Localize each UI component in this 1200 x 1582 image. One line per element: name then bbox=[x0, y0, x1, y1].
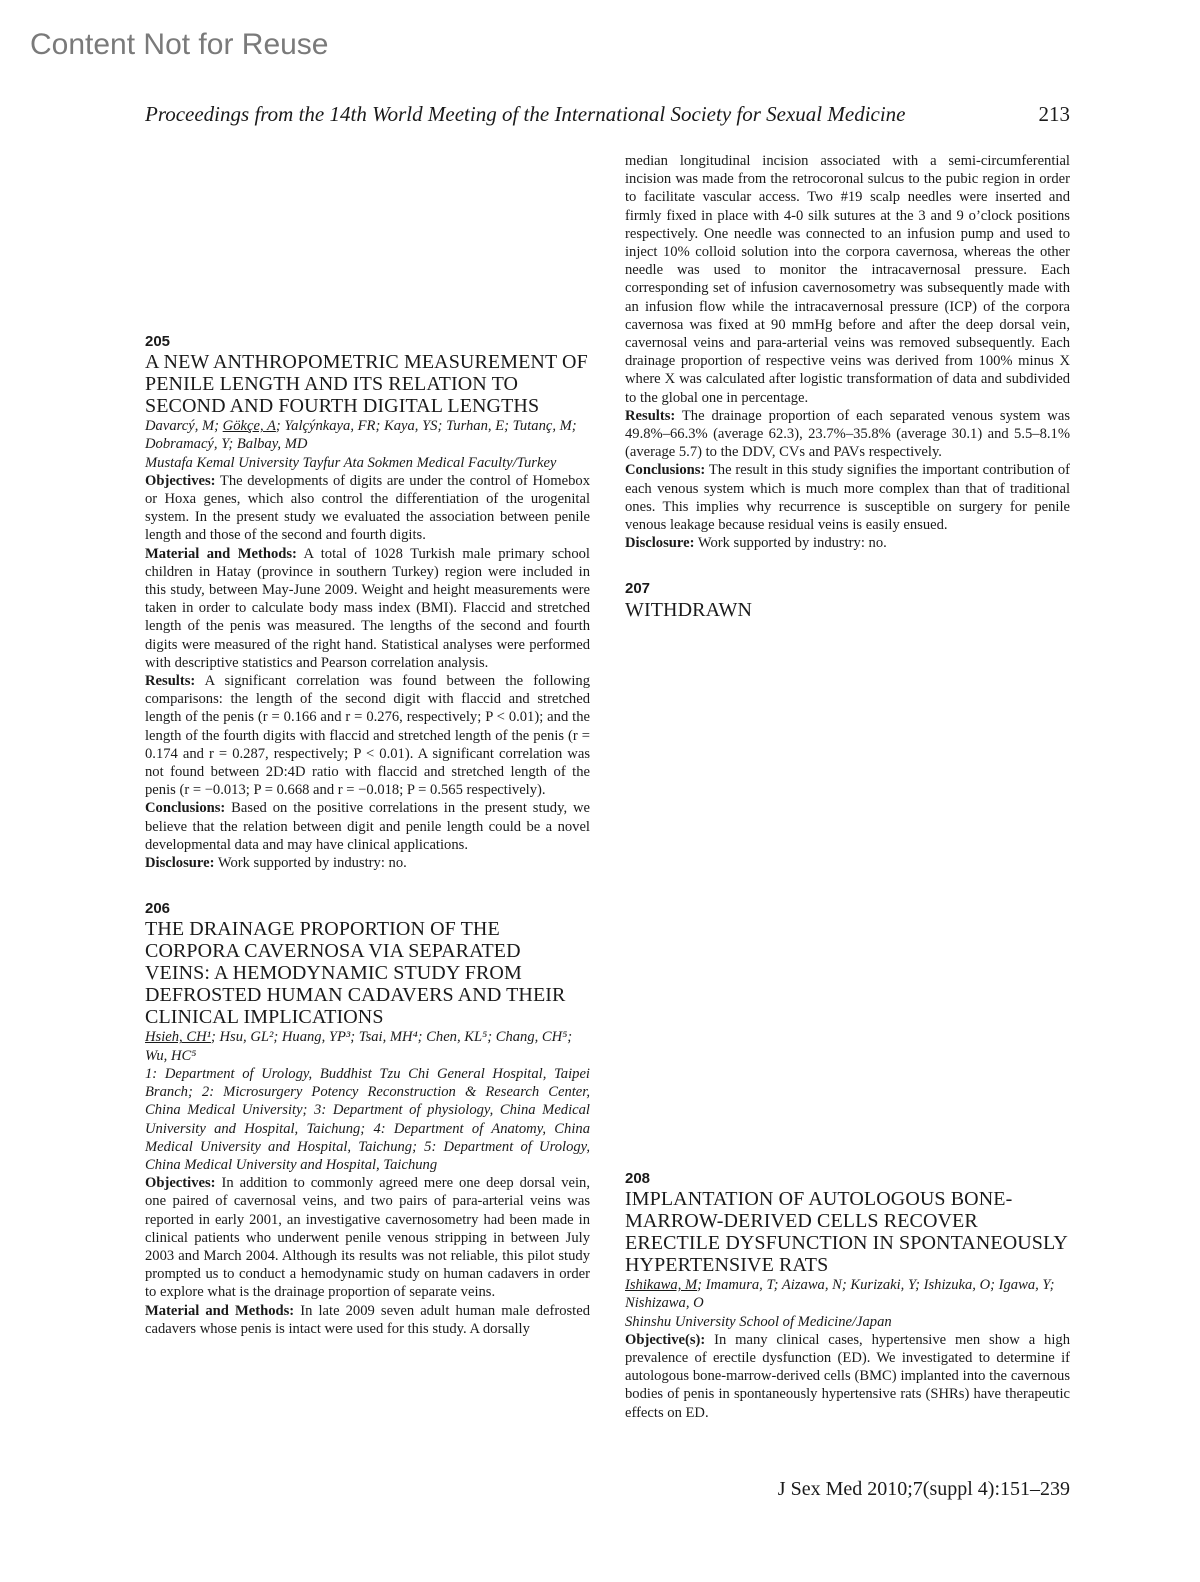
abstract-title-207: WITHDRAWN bbox=[625, 598, 753, 621]
section-text: In many clinical cases, hypertensive men show a high prevalence of erectile dysfunction (ED). We investigated to determine if autologous bone-marrow-derived cells (BMC) implanted into the cavernous bodies of penis in spontaneously hypertensive rats (SHRs) have therapeutic effects on ED. bbox=[625, 1331, 1070, 1421]
author-text: ; Hsu, GL²; Huang, YP³; Tsai, MH⁴; Chen, KL⁵; Chang, CH⁵; Wu, HC⁵ bbox=[145, 1029, 573, 1064]
authors-205 bbox=[145, 417, 590, 453]
section-label: Objectives: bbox=[145, 1175, 216, 1192]
section-label: Objectives: bbox=[145, 472, 216, 489]
methods-205 bbox=[145, 545, 590, 672]
section-label: Disclosure: bbox=[145, 855, 215, 872]
affiliation-208: Shinshu University School of Medicine/Japan bbox=[625, 1313, 892, 1330]
left-column bbox=[145, 333, 590, 1338]
abstract-title-206: THE DRAINAGE PROPORTION OF THE CORPORA CAVERNOSA VIA SEPARATED VEINS: A HEMODYNAMIC STUDY FROM DEFROSTED HUMAN CADAVERS AND THEIR CLINICAL IMPLICATIONS bbox=[145, 918, 566, 1029]
affiliation-205: Mustafa Kemal University Tayfur Ata Sokmen Medical Faculty/Turkey bbox=[145, 454, 557, 471]
section-text: Work supported by industry: no. bbox=[694, 535, 887, 552]
conclusions-205 bbox=[145, 799, 590, 854]
authors-206 bbox=[145, 1028, 590, 1064]
page-number: 213 bbox=[1038, 102, 1070, 126]
author-text: ; Imamura, T; Aizawa, N; Kurizaki, Y; Ishizuka, O; Igawa, Y; Nishizawa, O bbox=[625, 1277, 1055, 1312]
section-text: In late 2009 seven adult human male defrosted cadavers whose penis is intact were used for this study. A dorsally bbox=[145, 1302, 590, 1337]
authors-208 bbox=[625, 1276, 1070, 1312]
objectives-206 bbox=[145, 1174, 590, 1301]
abstract-number-206: 206 bbox=[145, 900, 171, 918]
section-text: The developments of digits are under the control of Homebox or Hoxa genes, which also control the differentiation of the urogenital system. In the present study we evaluated the association between penile length and those of the second and fourth digits. bbox=[145, 472, 590, 544]
presenting-author: Gökçe, A bbox=[222, 418, 276, 435]
results-206 bbox=[625, 407, 1070, 462]
abstract-title-205: A NEW ANTHROPOMETRIC MEASUREMENT OF PENILE LENGTH AND ITS RELATION TO SECOND AND FOURTH DIGITAL LENGTHS bbox=[145, 351, 588, 418]
presenting-author: Ishikawa, M bbox=[625, 1277, 698, 1294]
objectives-208 bbox=[625, 1331, 1070, 1422]
section-label: Objective(s): bbox=[625, 1331, 706, 1348]
disclosure-205 bbox=[145, 854, 590, 872]
right-column bbox=[625, 152, 1070, 621]
right-column-bottom bbox=[625, 1170, 1070, 1422]
affiliation-206: 1: Department of Urology, Buddhist Tzu Chi General Hospital, Taipei Branch; 2: Microsurgery Potency Reconstruction & Research Center, China Medical University; 3: Department of physiology, China Medical University and Hospital, Taichung; 4: Department of Anatomy, China Medical University and Hospital, Taichung; 5: Department of Urology, China Medical University and Hospital, Taichung bbox=[145, 1065, 590, 1173]
section-text: Work supported by industry: no. bbox=[214, 855, 407, 872]
abstract-number-207: 207 bbox=[625, 580, 651, 598]
watermark: Content Not for Reuse bbox=[30, 28, 329, 61]
section-label: Material and Methods: bbox=[145, 1302, 295, 1319]
conclusions-206 bbox=[625, 461, 1070, 534]
objectives-205 bbox=[145, 472, 590, 545]
author-text: ; Yalçýnkaya, FR; Kaya, YS; Turhan, E; Tutanç, M; Dobramacý, Y; Balbay, MD bbox=[145, 418, 577, 453]
presenting-author: Hsieh, CH¹ bbox=[145, 1029, 211, 1046]
section-label: Results: bbox=[625, 407, 676, 424]
section-text: In addition to commonly agreed mere one deep dorsal vein, one paired of cavernosal veins, and two pairs of para-arterial veins was reported in early 2001, an investigative cavernosometry had been made in clinical patients who underwent penile venous stripping in between July 2003 and March 2004. Although its results was not reliable, this pilot study prompted us to conduct a hemodynamic study on human cadavers in order to explore what is the drainage proportion of separate veins. bbox=[145, 1175, 590, 1301]
abstract-number-205: 205 bbox=[145, 333, 171, 350]
journal-citation: J Sex Med 2010;7(suppl 4):151–239 bbox=[777, 1478, 1070, 1500]
methods-206 bbox=[145, 1302, 590, 1338]
section-label: Results: bbox=[145, 673, 196, 690]
abstract-number-208: 208 bbox=[625, 1170, 651, 1187]
section-text: The drainage proportion of each separated venous system was 49.8%–66.3% (average 62.3), 23.7%–35.8% (average 30.1) and 5.5–8.1% (average 5.7) to the DDV, CVs and PAVs respectively. bbox=[625, 407, 1070, 461]
section-label: Disclosure: bbox=[625, 535, 695, 552]
section-label: Material and Methods: bbox=[145, 545, 297, 562]
section-label: Conclusions: bbox=[625, 462, 706, 479]
running-head: Proceedings from the 14th World Meeting of the International Society for Sexual Medicine bbox=[145, 102, 906, 126]
section-text: A total of 1028 Turkish male primary school children in Hatay (province in southern Turkey) region were included in this study, between May-June 2009. Weight and height measurements were taken in order to calculate body mass index (BMI). Flaccid and stretched length of the penis was measured. The lengths of the second and fourth digits were measured of the right hand. Statistical analyses were performed with descriptive statistics and Pearson correlation analysis. bbox=[145, 545, 590, 671]
author-text: Davarcý, M; bbox=[145, 418, 223, 435]
methods-206-continued: median longitudinal incision associated with a semi-circumferential incision was made from the retrocoronal sulcus to the pubic region in order to facilitate vascular access. Two #19 scalp needles were inserted and firmly fixed in place with 4-0 silk sutures at the 3 and 9 o’clock positions respectively. One needle was connected to an infusion pump and used to inject 10% colloid solution into the corpora cavernosa, whereas the other needle was used to monitor the intracavernosal pressure. Each corresponding set of infusion cavernosometry was subsequently made with an infusion flow while the intracavernosal pressure (ICP) of the corpora cavernosa was fixed at 90 mmHg before and after the deep dorsal vein, cavernosal veins and para-arterial veins was removed subsequently. Each drainage proportion of respective veins was derived from 100% minus X where X was calculated after logistic transformation of data and subdivided to the global one in percentage. bbox=[625, 153, 1070, 406]
disclosure-206 bbox=[625, 534, 1070, 552]
section-label: Conclusions: bbox=[145, 800, 226, 817]
results-205 bbox=[145, 672, 590, 799]
section-text: Based on the positive correlations in the present study, we believe that the relation between digit and penile length could be a novel developmental data and may have clinical applications. bbox=[145, 800, 590, 853]
section-text: A significant correlation was found between the following comparisons: the length of the second digit with flaccid and stretched length of the penis (r = 0.166 and r = 0.276, respectively; P < 0.01); and the length of the fourth digits with flaccid and stretched length of the penis (r = 0.174 and r = 0.287, respectively; P < 0.01). A significant correlation was not found between 2D:4D ratio with flaccid and stretched length of the penis (r = −0.013; P = 0.668 and r = −0.018; P = 0.565 respectively). bbox=[145, 673, 590, 799]
section-text: The result in this study signifies the important contribution of each venous system which is much more complex than that of traditional ones. This implies why recurrence is susceptible on surgery for penile venous leakage because residual veins is easily ensued. bbox=[625, 462, 1070, 534]
abstract-title-208: IMPLANTATION OF AUTOLOGOUS BONE-MARROW-DERIVED CELLS RECOVER ERECTILE DYSFUNCTION IN SPONTANEOUSLY HYPERTENSIVE RATS bbox=[625, 1188, 1068, 1277]
